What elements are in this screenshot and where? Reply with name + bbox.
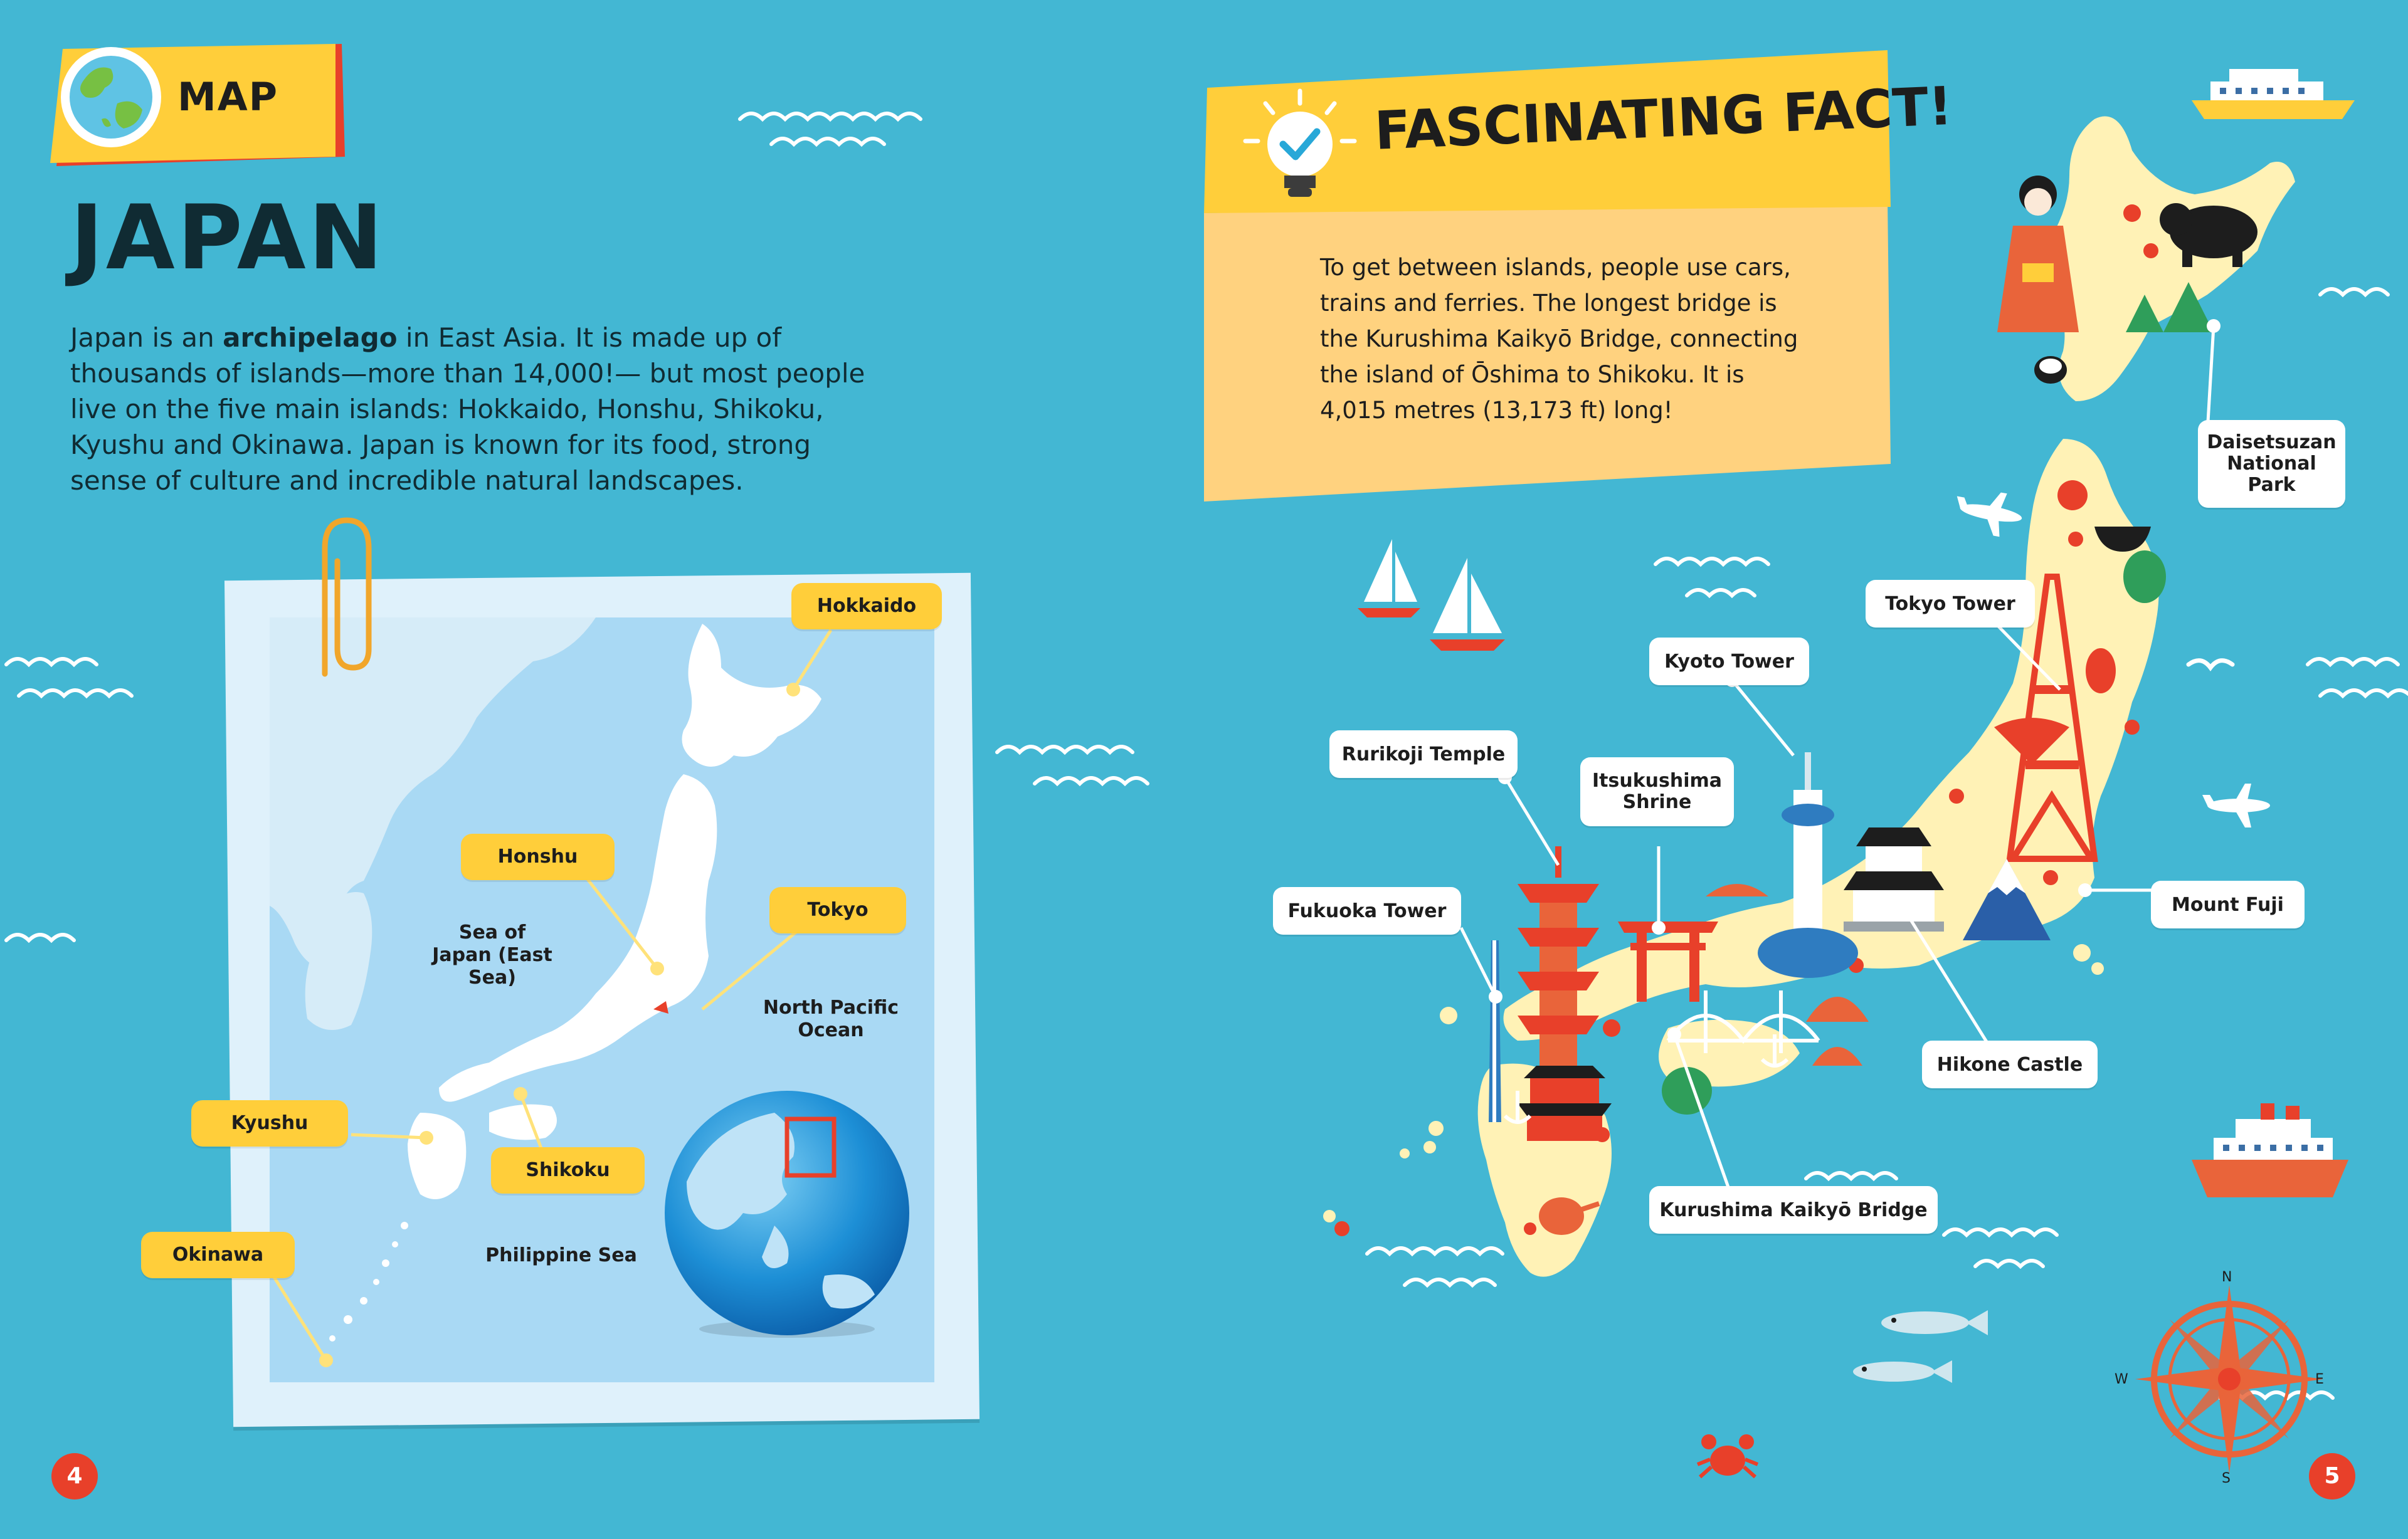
page-title: JAPAN: [70, 186, 386, 290]
label-kurushima-bridge: Kurushima Kaikyō Bridge: [1649, 1186, 1938, 1234]
compass-w: W: [2115, 1372, 2128, 1387]
kyoto-tower-icon: [1758, 752, 1858, 978]
geisha-icon: [1997, 176, 2079, 332]
castle-icon: [1844, 827, 1944, 932]
label-shikoku: Shikoku: [491, 1147, 645, 1194]
pagoda-icon: [1518, 846, 1599, 1066]
label-tokyo-tower: Tokyo Tower: [1866, 580, 2035, 628]
sushi-icon: [2034, 356, 2067, 384]
tree-icon: [2123, 550, 2166, 603]
page-number-left: 4: [51, 1453, 98, 1500]
sea-of-japan-label: Sea of Japan (East Sea): [432, 922, 552, 989]
intro-keyword: archipelago: [223, 322, 398, 353]
label-hokkaido: Hokkaido: [791, 583, 942, 629]
fact-text: To get between islands, people use cars, trains and ferries. The longest bridge is the Kurushima Kaikyō Bridge, connecting the island of Ōshima to Shikoku. It is 4,015 metres (13,173 ft) long!: [1320, 254, 1798, 424]
lantern-icon: [2086, 648, 2116, 693]
apple-icon: [2057, 480, 2088, 510]
umbrella-icon: [1706, 884, 1768, 896]
intro-text-end: in East Asia. It is made up of thousands of islands—more than 14,000!— but most people live on the five main islands: Hokkaido, Honshu, Shikoku, Kyushu and Okinawa. Japan is known for its food, strong sense of culture and incredible natural landscapes.: [70, 322, 865, 496]
label-tokyo: Tokyo: [769, 887, 906, 933]
philippine-sea-label: Philippine Sea: [485, 1244, 637, 1266]
label-itsukushima-shrine: Itsukushima Shrine: [1580, 757, 1734, 826]
label-kyoto-tower: Kyoto Tower: [1649, 638, 1809, 685]
page-number-right: 5: [2309, 1453, 2355, 1500]
compass-s: S: [2222, 1471, 2231, 1486]
map-hokkaido: [2041, 117, 2295, 401]
fact-heading: FASCINATING FACT!: [1373, 75, 1954, 162]
shell-icon: [1806, 997, 1869, 1066]
north-pacific-label: North Pacific Ocean: [763, 997, 899, 1041]
label-honshu: Honshu: [461, 834, 615, 880]
section-tag: MAP: [177, 74, 279, 120]
label-mount-fuji: Mount Fuji: [2151, 881, 2305, 928]
compass-e: E: [2315, 1372, 2324, 1387]
label-rurikoji-temple: Rurikoji Temple: [1329, 730, 1518, 778]
label-kyushu: Kyushu: [191, 1100, 348, 1147]
temple-icon: [1518, 1066, 1612, 1141]
label-hikone-castle: Hikone Castle: [1922, 1041, 2098, 1088]
compass-n: N: [2222, 1269, 2232, 1285]
compass-rose-icon: [2123, 1273, 2336, 1486]
label-daisetsuzan: Daisetsuzan National Park: [2198, 420, 2345, 508]
intro-text-start: Japan is an: [70, 322, 223, 353]
label-fukuoka-tower: Fukuoka Tower: [1273, 887, 1461, 935]
label-okinawa: Okinawa: [141, 1232, 295, 1278]
fukuoka-tower-icon: [1489, 940, 1501, 1122]
